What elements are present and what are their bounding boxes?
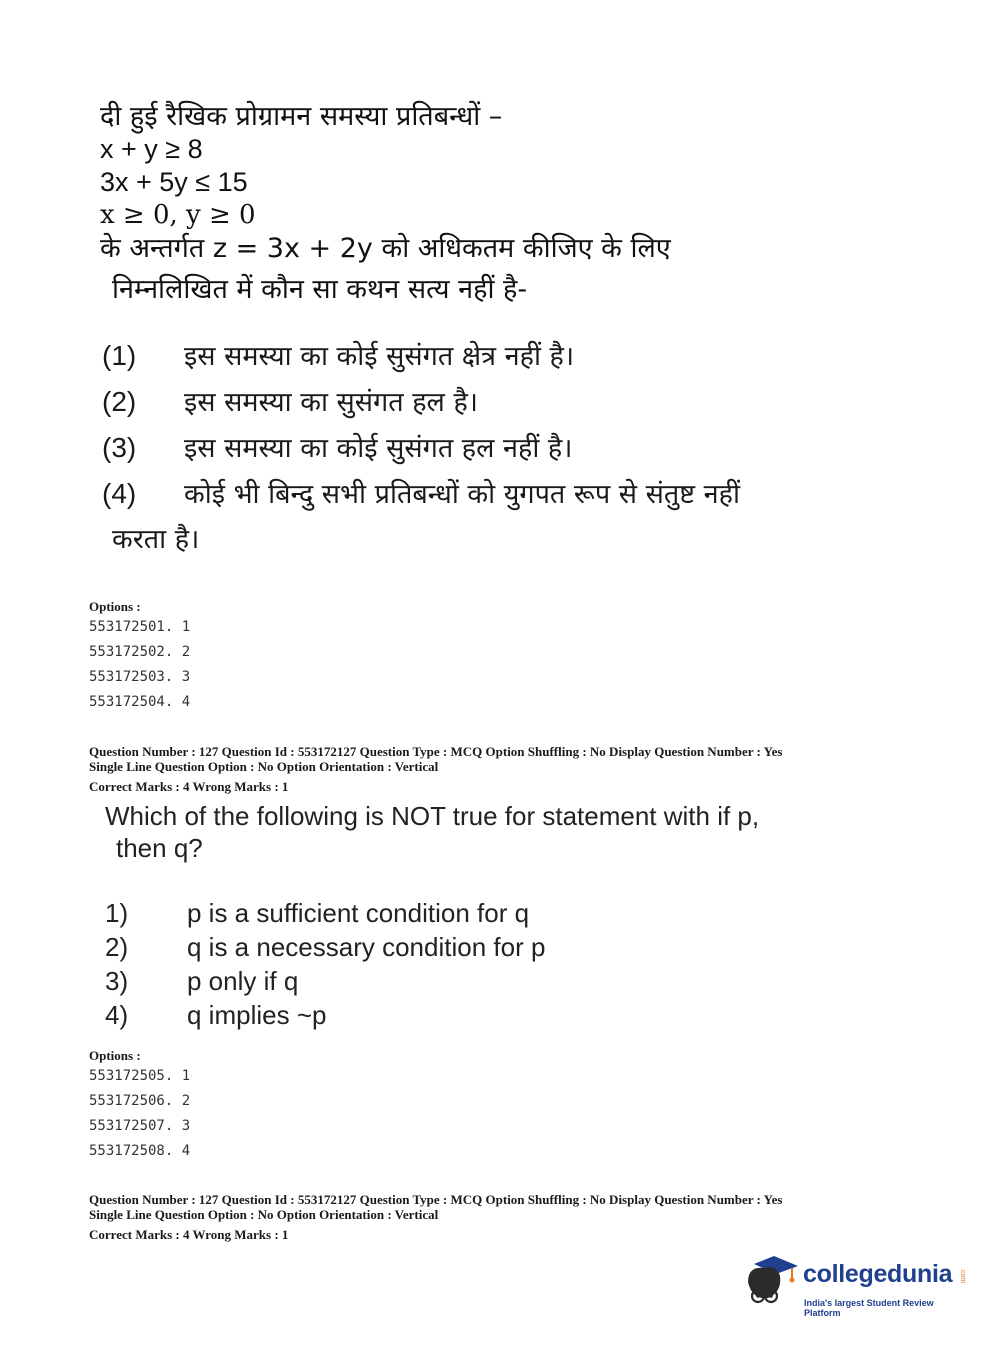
option-id: 553172504. 4: [89, 694, 191, 710]
q1-option: [100, 428, 960, 474]
q1-constraint-1: x + y ≥ 8: [100, 134, 203, 164]
q1-intro: दी हुई रैखिक प्रोग्रामन समस्या प्रतिबन्धों –: [100, 101, 503, 132]
options-label: Options :: [89, 1048, 141, 1063]
q1-option-number: (1): [102, 340, 137, 371]
q2-option-number: 3): [105, 966, 129, 996]
meta-line: Correct Marks : 4 Wrong Marks : 1: [89, 779, 289, 794]
q2-line-1: Which of the following is NOT true for statement with if p,: [105, 801, 760, 831]
mascot-icon: [742, 1252, 802, 1312]
options-id-list: [89, 1064, 190, 1164]
q2-option: [105, 998, 545, 1032]
q2-option-number: 4): [105, 1000, 129, 1030]
meta-line: Question Number : 127 Question Id : 553172127 Question Type : MCQ Option Shuffling : No Display Question Number : Yes: [89, 1192, 783, 1207]
q1-objective: के अन्तर्गत z = 3x + 2y को अधिकतम कीजिए के लिए: [100, 233, 671, 264]
logo-domain: .com: [959, 1268, 966, 1284]
options-id-list: [89, 615, 190, 715]
question-2-english: [105, 800, 759, 864]
q1-option: [100, 474, 960, 520]
logo-tagline: India's largest Student Review Platform: [804, 1298, 934, 1318]
logo-wordmark: collegedunia: [803, 1260, 953, 1288]
q1-option-list: [100, 336, 960, 560]
q1-prompt: निम्नलिखित में कौन सा कथन सत्य नहीं है-: [112, 274, 528, 305]
q2-option: [105, 964, 545, 998]
option-id: 553172505. 1: [89, 1068, 191, 1084]
option-id: 553172507. 3: [89, 1118, 191, 1134]
q2-option-text: p only if q: [187, 966, 299, 996]
q1-option-number: (4): [102, 478, 137, 509]
q1-constraint-3: x ≥ 0, y ≥ 0: [100, 200, 256, 230]
q2-option: [105, 930, 545, 964]
meta-line: Single Line Question Option : No Option Orientation : Vertical: [89, 759, 439, 774]
options-label: Options :: [89, 599, 141, 614]
question-meta: [89, 744, 782, 794]
q1-option-text: इस समस्या का कोई सुसंगत क्षेत्र नहीं है।: [184, 341, 575, 372]
option-id: 553172506. 2: [89, 1093, 191, 1109]
q1-constraint-2: 3x + 5y ≤ 15: [100, 167, 248, 197]
option-id: 553172501. 1: [89, 619, 191, 635]
meta-line: Single Line Question Option : No Option Orientation : Vertical: [89, 1207, 439, 1222]
q1-option-number: (3): [102, 432, 137, 463]
q1-option-4-continuation: करता है।: [112, 524, 200, 555]
q1-option: [100, 382, 960, 428]
q1-option: [100, 336, 960, 382]
q2-option: [105, 896, 545, 930]
q2-option-list: [105, 896, 545, 1032]
q1-option-text: इस समस्या का कोई सुसंगत हल नहीं है।: [184, 433, 573, 464]
meta-line: Correct Marks : 4 Wrong Marks : 1: [89, 1227, 289, 1242]
option-id: 553172508. 4: [89, 1143, 191, 1159]
question-meta: [89, 1192, 782, 1242]
q1-option-text: इस समस्या का सुसंगत हल है।: [184, 387, 479, 418]
option-id: 553172502. 2: [89, 644, 191, 660]
q2-option-number: 1): [105, 898, 129, 928]
q2-line-2: then q?: [116, 833, 203, 863]
q2-option-text: p is a sufficient condition for q: [187, 898, 530, 928]
meta-line: Question Number : 127 Question Id : 553172127 Question Type : MCQ Option Shuffling : No Display Question Number : Yes: [89, 744, 783, 759]
q1-option-text: कोई भी बिन्दु सभी प्रतिबन्धों को युगपत रूप से संतुष्ट नहीं: [184, 479, 740, 510]
q2-option-text: q is a necessary condition for p: [187, 932, 546, 962]
collegedunia-logo[interactable]: [742, 1252, 972, 1318]
q1-option-number: (2): [102, 386, 137, 417]
q2-option-number: 2): [105, 932, 129, 962]
q2-option-text: q implies ~p: [187, 1000, 327, 1030]
option-id: 553172503. 3: [89, 669, 191, 685]
question-1-hindi: [100, 100, 960, 560]
